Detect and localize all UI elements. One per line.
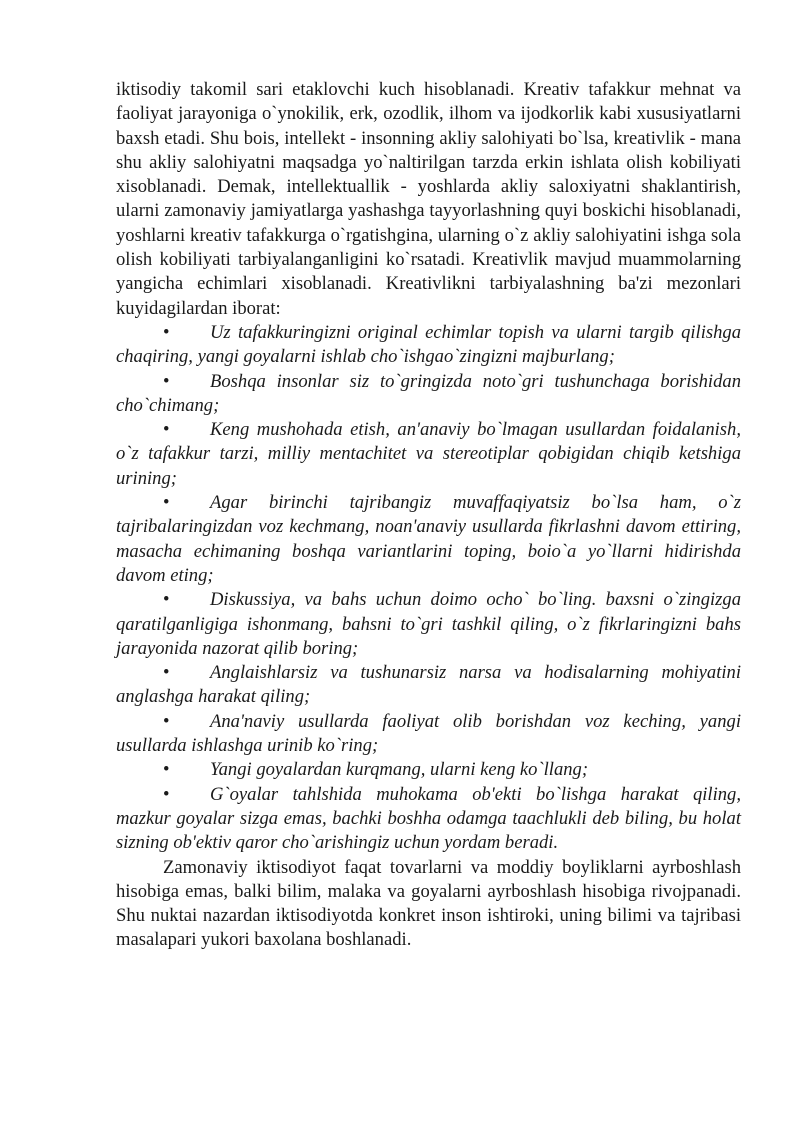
bullet-marker: • bbox=[163, 589, 170, 611]
list-item bbox=[116, 758, 741, 782]
list-item bbox=[116, 661, 741, 710]
list-item-text: Diskussiya, va bahs uchun doimo ocho` bo`ling. baxsni o`zingizga qaratilganligiga ishonmang, bahsni to`gri tashkil qiling, o`z fikrlaringizni bahs jarayonida nazorat qilib boring; bbox=[116, 589, 741, 659]
criteria-list bbox=[116, 321, 741, 856]
bullet-marker: • bbox=[163, 419, 170, 441]
list-item-text: Yangi goyalardan kurqmang, ularni keng ko`llang; bbox=[210, 759, 589, 781]
list-item-text: Ana'naviy usullarda faoliyat olib borishdan voz keching, yangi usullarda ishlashga urinib ko`ring; bbox=[116, 710, 741, 757]
bullet-marker: • bbox=[163, 783, 170, 805]
closing-paragraph: Zamonaviy iktisodiyot faqat tovarlarni va moddiy boyliklarni ayrboshlash hisobiga emas, balki bilim, malaka va goyalarni ayrboshlash hisobiga rivojpanadi. Shu nuktai nazardan iktisodiyotda konkret inson ishtiroki, uning bilimi va tajribasi masalapari yukori baxolana boshlanadi. bbox=[116, 856, 741, 951]
bullet-marker: • bbox=[163, 759, 170, 781]
list-item bbox=[116, 370, 741, 419]
list-item bbox=[116, 491, 741, 588]
document-page bbox=[116, 78, 741, 953]
list-item bbox=[116, 321, 741, 370]
bullet-marker: • bbox=[163, 710, 170, 732]
list-item-text: Keng mushohada etish, an'anaviy bo`lmagan usullardan foidalanish, o`z tafakkur tarzi, milliy mentachitet va stereotiplar qobigidan chiqib ketshiga urining; bbox=[116, 419, 741, 489]
bullet-marker: • bbox=[163, 321, 170, 343]
list-item-text: Boshqa insonlar siz to`gringizda noto`gri tushunchaga borishidan cho`chimang; bbox=[116, 370, 741, 416]
intro-paragraph: iktisodiy takomil sari etaklovchi kuch hisoblanadi. Kreativ tafakkur mehnat va faoliyat jarayoniga o`ynokilik, erk, ozodlik, ilhom va ijodkorlik kabi xususiyatlarni baxsh etadi. Shu bois, intellekt - insonning akliy salohiyati bo`lsa, kreativlik - mana shu akliy salohiyatni maqsadga yo`naltirilgan tarzda erkin ishlata olish kobiliyati xisoblanadi. Demak, intellektuallik - yoshlarda akliy saloxiyatni shaklantirish, ularni zamonaviy jamiyatlarga yashashga tayyorlashning quyi boskichi hisoblanadi, yoshlarni kreativ tafakkurga o`rgatishgina, ularning o`z akliy salohiyatini ishga sola olish kobiliyati tarbiyalanganligini ko`rsatadi. Kreativlik mavjud muammolarning yangicha echimlari xisoblanadi. Kreativlikni tarbiyalashning ba'zi mezonlari kuyidagilardan iborat: bbox=[116, 79, 741, 319]
list-item-text: Agar birinchi tajribangiz muvaffaqiyatsiz bo`lsa ham, o`z tajribalaringizdan voz kechmang, noan'anaviy usullarda fikrlashni davom ettiring, masacha echimaning boshqa variantlarini toping, boio`a yo`llarni hidirishda davom eting; bbox=[116, 492, 741, 586]
list-item bbox=[116, 710, 741, 759]
list-item bbox=[116, 783, 741, 856]
bullet-marker: • bbox=[163, 662, 170, 684]
list-item bbox=[116, 588, 741, 661]
list-item bbox=[116, 418, 741, 491]
bullet-marker: • bbox=[163, 370, 170, 392]
list-item-text: Uz tafakkuringizni original echimlar topish va ularni targib qilishga chaqiring, yangi goyalarni ishlab cho`ishgao`zingizni majburlang; bbox=[116, 321, 741, 368]
list-item-text: G`oyalar tahlshida muhokama ob'ekti bo`lishga harakat qiling, mazkur goyalar sizga emas, bachki boshha odamga taachlukli deb biling, bu holat sizning ob'ektiv qaror cho`arishingiz uchun yordam beradi. bbox=[116, 783, 741, 854]
list-item-text: Anglaishlarsiz va tushunarsiz narsa va hodisalarning mohiyatini anglashga harakat qiling; bbox=[116, 662, 741, 708]
bullet-marker: • bbox=[163, 492, 170, 514]
